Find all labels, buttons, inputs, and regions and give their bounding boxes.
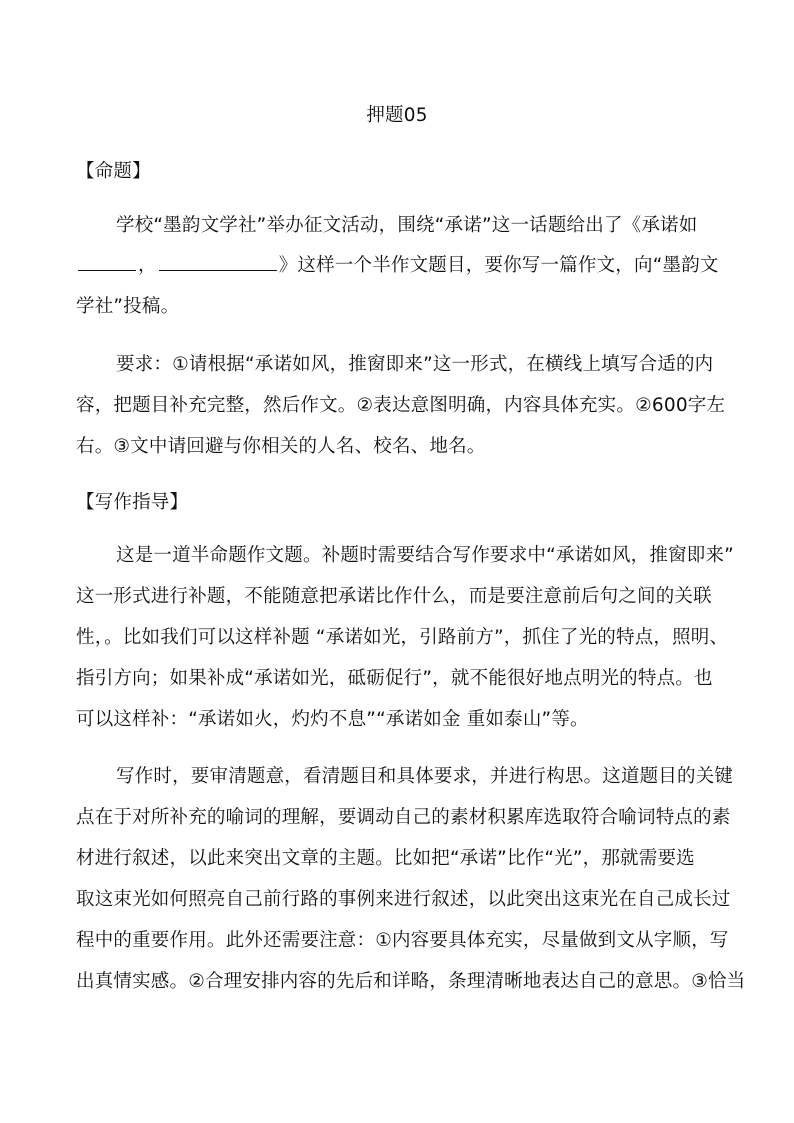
guide-para2-line-2: 点在于对所补充的喻词的理解，要调动自己的素材积累库选取符合喻词特点的素	[76, 807, 731, 828]
proposition-line-3: 学社”投稿。	[76, 296, 180, 317]
guide-para1-line-3: 性，。比如我们可以这样补题 “承诺如光，引路前方”，抓住了光的特点，照明、	[76, 627, 729, 648]
page-title: 押题05	[366, 105, 428, 126]
title-blank-2	[159, 254, 277, 271]
proposition-line-2-text: 》这样一个半作文题目，要你写一篇作文，向“墨韵文	[278, 255, 719, 276]
proposition-line-2	[76, 254, 719, 278]
guide-para2-line-4: 取这束光如何照亮自己前行路的事例来进行叙述，以此突出这束光在自己成长过	[76, 889, 731, 910]
guide-para2-line-3: 材进行叙述，以此来突出文章的主题。比如把“承诺”比作“光”，那就需要选	[76, 848, 695, 869]
guide-para1-line-4: 指引方向；如果补成“承诺如光，砥砺促行”，就不能很好地点明光的特点。也	[76, 668, 713, 689]
guide-para1-line-5: 可以这样补：“承诺如火，灼灼不息”“承诺如金 重如泰山”等。	[76, 709, 589, 730]
guide-para2-line-1: 写作时，要审清题意，看清题目和具体要求，并进行构思。这道题目的关键	[116, 766, 734, 787]
section-heading-proposition: 【命题】	[76, 161, 151, 182]
requirements-line-3: 右。③文中请回避与你相关的人名、校名、地名。	[76, 436, 486, 457]
guide-para2-line-6: 出真情实感。②合理安排内容的先后和详略，条理清晰地表达自己的意思。③恰当	[76, 971, 746, 992]
requirements-line-1: 要求：①请根据“承诺如风，推窗即来”这一形式，在横线上填写合适的内	[116, 354, 714, 375]
guide-para1-line-1: 这是一道半命题作文题。补题时需要结合写作要求中“承诺如风，推窗即来”	[116, 545, 734, 566]
title-blank-1	[78, 254, 136, 271]
section-heading-guide: 【写作指导】	[76, 492, 189, 513]
guide-para2-line-5: 程中的重要作用。此外还需要注意：①内容要具体充实，尽量做到文从字顺，写	[76, 930, 729, 951]
proposition-line-1: 学校“墨韵文学社”举办征文活动，围绕“承诺”这一话题给出了《承诺如	[116, 215, 698, 236]
guide-para1-line-2: 这一形式进行补题，不能随意把承诺比作什么，而是要注意前后句之间的关联	[76, 586, 712, 607]
proposition-separator: ，	[138, 255, 157, 276]
requirements-line-2: 容，把题目补充完整，然后作文。②表达意图明确，内容具体充实。②600字左	[76, 395, 726, 416]
